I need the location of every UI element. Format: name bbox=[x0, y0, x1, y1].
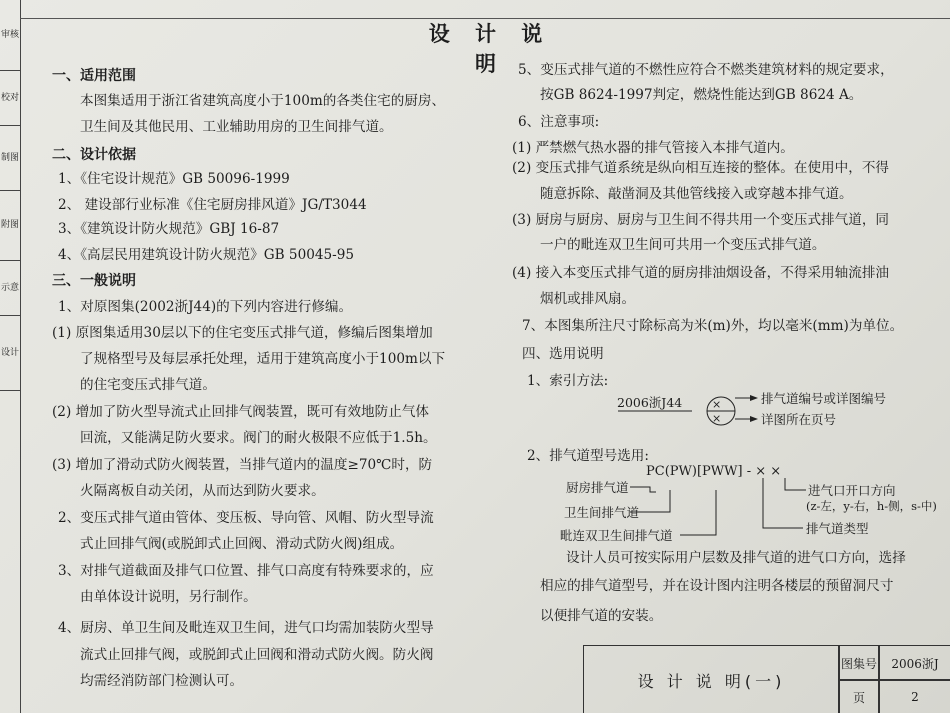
atlas-value: 2006浙J bbox=[878, 645, 950, 681]
index-label-top: 排气道编号或详图编号 bbox=[761, 391, 887, 406]
title-block bbox=[583, 645, 950, 713]
sidebar-cell: 审核 bbox=[0, 0, 20, 71]
text-line: 按GB 8624-1997判定，燃烧性能达到GB 8624 A。 bbox=[540, 87, 863, 103]
text-line: 的住宅变压式排气道。 bbox=[80, 377, 216, 393]
title-block-name: 设 计 说 明(一) bbox=[583, 645, 840, 713]
text-line: 5、变压式排气道的不燃性应符合不燃类建筑材料的规定要求， bbox=[518, 62, 894, 78]
model-double: 毗连双卫生间排气道 bbox=[560, 528, 673, 543]
section-heading: 二、设计依据 bbox=[52, 147, 136, 163]
atlas-label: 图集号 bbox=[838, 645, 880, 681]
text-line: 回流，又能满足防火要求。阀门的耐火极限不应低于1.5h。 bbox=[80, 430, 437, 446]
text-line: (2) 增加了防火型导流式止回排气阀装置，既可有效地防止气体 bbox=[52, 404, 430, 420]
sidebar-cell: 设计 bbox=[0, 315, 20, 391]
text-line: 均需经消防部门检测认可。 bbox=[80, 673, 244, 689]
text-line: 火隔离板自动关闭，从而达到防火要求。 bbox=[80, 483, 325, 499]
text-line: 设计人员可按实际用户层数及排气道的进气口方向，选择 bbox=[566, 550, 906, 566]
text-line: 由单体设计说明，另行制作。 bbox=[80, 589, 257, 605]
text-line: 2、 建设部行业标准《住宅厨房排风道》JG/T3044 bbox=[58, 197, 367, 213]
text-line: 以便排气道的安装。 bbox=[540, 608, 663, 624]
model-type: 排气道类型 bbox=[806, 521, 869, 536]
text-line: 了规格型号及每层承托处理，适用于建筑高度小于100m以下 bbox=[80, 351, 446, 367]
text-line: 式止回排气阀(或脱卸式止回阀、滑动式防火阀)组成。 bbox=[80, 536, 404, 552]
model-inlet-dir: 进气口开口方向 bbox=[808, 483, 896, 498]
text-line: 一户的毗连双卫生间可共用一个变压式排气道。 bbox=[540, 237, 826, 253]
model-kitchen: 厨房排气道 bbox=[566, 480, 629, 495]
text-line: 烟机或排风扇。 bbox=[540, 291, 636, 307]
text-line: (4) 接入本变压式排气道的厨房排油烟设备，不得采用轴流排油 bbox=[512, 265, 890, 281]
sidebar-cell: 制图 bbox=[0, 125, 20, 191]
text-line: 相应的排气道型号，并在设计图内注明各楼层的预留洞尺寸 bbox=[540, 578, 894, 594]
model-toilet: 卫生间排气道 bbox=[564, 505, 640, 520]
page-title: 设 计 说 明 bbox=[428, 22, 552, 76]
index-label-bottom: 详图所在页号 bbox=[761, 412, 837, 427]
text-line: (1) 原图集适用30层以下的住宅变压式排气道，修编后图集增加 bbox=[52, 325, 433, 341]
model-heading: 2、排气道型号选用: bbox=[527, 448, 649, 464]
text-line: 4、厨房、单卫生间及毗连双卫生间，进气口均需加装防火型导 bbox=[58, 620, 434, 636]
model-inlet-dir-note: (z-左，y-右，h-侧，s-中) bbox=[806, 499, 937, 513]
text-line: 卫生间及其他民用、工业辅助用房的卫生间排气道。 bbox=[80, 119, 393, 135]
index-x-bottom: × bbox=[712, 412, 722, 425]
text-line: 四、选用说明 bbox=[522, 346, 604, 362]
text-line: (3) 增加了滑动式防火阀装置，当排气道内的温度≥70℃时，防 bbox=[52, 457, 433, 473]
sidebar-cell: 附图 bbox=[0, 190, 20, 261]
model-code: PC(PW)[PWW] - × × bbox=[646, 464, 782, 479]
section-heading: 三、一般说明 bbox=[52, 273, 136, 289]
text-line: 3、《建筑设计防火规范》GBJ 16-87 bbox=[58, 221, 280, 237]
text-line: 6、注意事项: bbox=[518, 114, 600, 130]
text-line: 1、《住宅设计规范》GB 50096-1999 bbox=[58, 171, 290, 187]
text-line: (1) 严禁燃气热水器的排气管接入本排气道内。 bbox=[512, 140, 794, 156]
index-x-top: × bbox=[712, 398, 722, 411]
text-line: 4、《高层民用建筑设计防火规范》GB 50045-95 bbox=[58, 247, 355, 263]
sidebar-cell: 示意 bbox=[0, 260, 20, 316]
text-line: 1、对原图集(2002浙J44)的下列内容进行修编。 bbox=[58, 299, 353, 315]
text-line: 流式止回排气阀，或脱卸式止回阀和滑动式防火阀。防火阀 bbox=[80, 647, 434, 663]
sidebar-cell: 校对 bbox=[0, 70, 20, 126]
text-line: (3) 厨房与厨房、厨房与卫生间不得共用一个变压式排气道，同 bbox=[512, 212, 890, 228]
page-value: 2 bbox=[878, 679, 950, 713]
index-code: 2006浙J44 bbox=[617, 395, 683, 410]
text-line: 随意拆除、敲凿洞及其他管线接入或穿越本排气道。 bbox=[540, 186, 853, 202]
page-label: 页 bbox=[838, 679, 880, 713]
text-line: 2、变压式排气道由管体、变压板、导向管、风帽、防火型导流 bbox=[58, 510, 434, 526]
text-line: 7、本图集所注尺寸除标高为米(m)外，均以毫米(mm)为单位。 bbox=[522, 318, 904, 334]
text-line: 1、索引方法: bbox=[527, 373, 609, 389]
text-line: 3、对排气道截面及排气口位置、排气口高度有特殊要求的，应 bbox=[58, 563, 434, 579]
text-line: (2) 变压式排气道系统是纵向相互连接的整体。在使用中，不得 bbox=[512, 160, 890, 176]
text-line: 本图集适用于浙江省建筑高度小于100m的各类住宅的厨房、 bbox=[80, 93, 446, 109]
section-heading: 一、适用范围 bbox=[52, 68, 136, 84]
